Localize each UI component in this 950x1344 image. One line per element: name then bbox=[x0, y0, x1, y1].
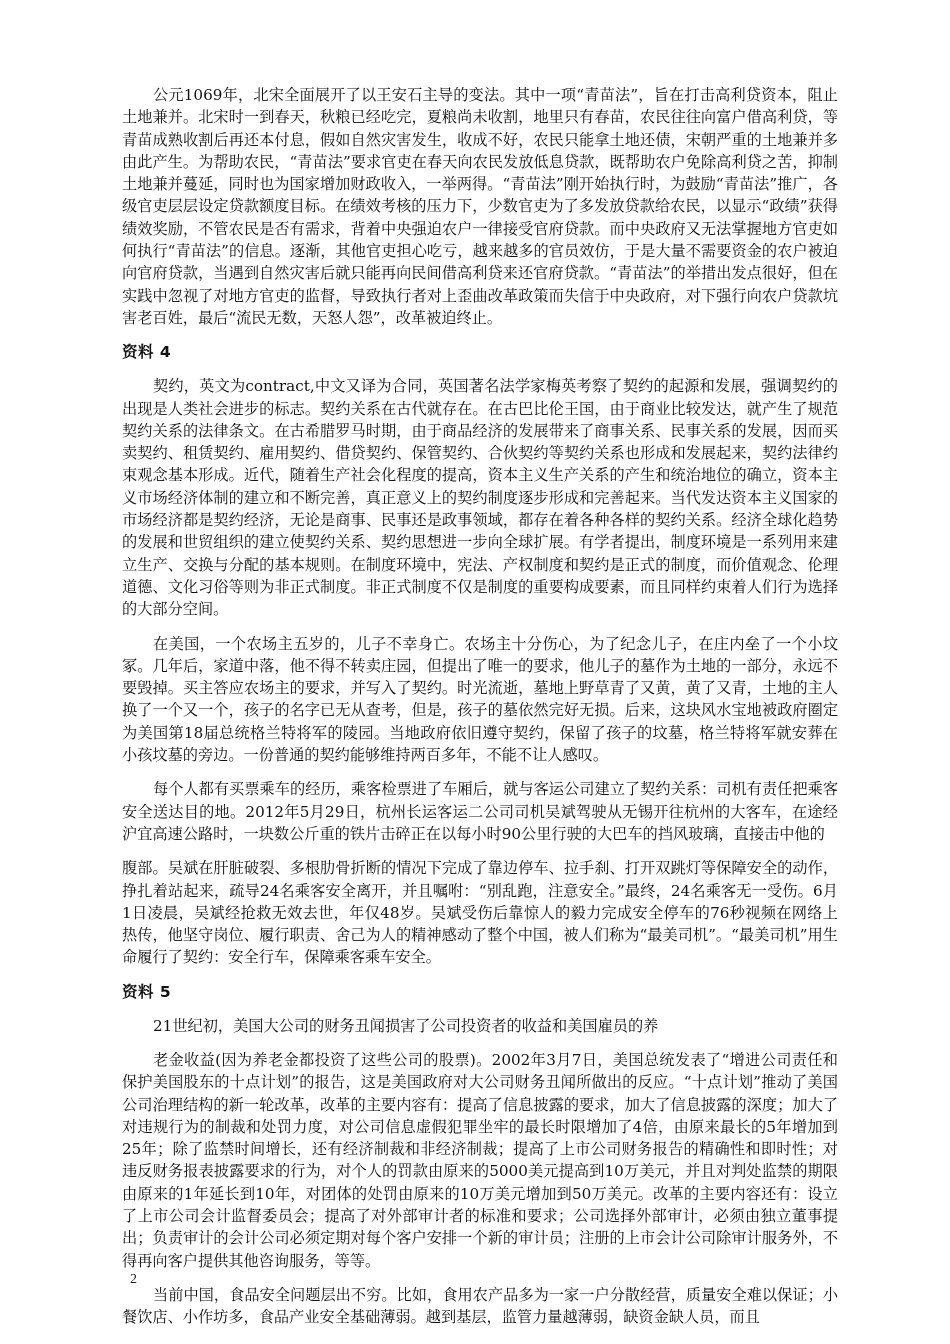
section-heading-material-4: 资料 4 bbox=[122, 343, 172, 362]
paragraph-qingmiao-law: 公元1069年，北宋全面展开了以王安石主导的变法。其中一项“青苗法”，旨在打击高利贷资本，阻止土地兼并。北宋时一到春天，秋粮已经吃完，夏粮尚未收割，地里只有春苗，农民往往向富户借高利贷，等青苗成熟收割后再还本付息，假如自然灾害发生，收成不好，农民只能拿土地还债，宋朝严重的土地兼并多由此产生。为帮助农民，“青苗法”要求官吏在春天向农民发放低息贷款，既帮助农户免除高利贷之苦，抑制土地兼并蔓延，同时也为国家增加财政收入，一举两得。“青苗法”刚开始执行时，为鼓励“青苗法”推广，各级官吏层层设定贷款额度目标。在绩效考核的压力下，少数官吏为了多发放贷款给农民，以显示“政绩”获得绩效奖励，不管农民是否有需求，背着中央强迫农户一律接受官府贷款。而中央政府又无法掌握地方官吏如何执行“青苗法”的信息。逐渐，其他官吏担心吃亏，越来越多的官员效仿，于是大量不需要资金的农户被迫向官府贷款，当遇到自然灾害后就只能再向民间借高利贷来还官府贷款。“青苗法”的举措出发点很好，但在实践中忽视了对地方官吏的监督，导致执行者对上歪曲改革政策而失信于中央政府，对下强行向农户贷款坑害老百姓，最后“流民无数，天怒人怨”，改革被迫终止。 bbox=[122, 86, 838, 327]
paragraph-ten-point-plan: 老金收益(因为养老金都投资了这些公司的股票)。2002年3月7日，美国总统发表了“增进公司责任和保护美国股东的十点计划”的报告，这是美国政府对大公司财务丑闻所做出的反应。“十点计划”推动了美国公司治理结构的新一轮改革，改革的主要内容有：提高了信息披露的要求，加大了信息披露的深度；加大了对违规行为的制裁和处罚力度，对公司信息虚假犯罪坐牢的最长时限增加了4倍，由原来最长的5年增加到25年；除了监禁时间增长，还有经济制裁和非经济制裁；提高了上市公司财务报告的精确性和即时性；对违反财务报表披露要求的行为，对个人的罚款由原来的5000美元提高到10万美元，并且对判处监禁的期限由原来的1年延长到10年，对团体的处罚由原来的10万美元增加到50万美元。改革的主要内容还有：设立了上市公司会计监督委员会；提高了对外部审计者的标准和要求；公司选择外部审计，必须由独立董事提出；负责审计的会计公司必须定期对每个客户安排一个新的审计员；注册的上市会计公司除审计服务外，不得再向客户提供其他咨询服务，等等。 bbox=[122, 1050, 838, 1270]
section-heading-material-5: 资料 5 bbox=[122, 982, 172, 1001]
paragraph-food-safety: 当前中国，食品安全问题层出不穷。比如，食用农产品多为一家一户分散经营，质量安全难以保证；小餐饮店、小作坊多，食品产业安全基础薄弱。越到基层，监管力量越薄弱，缺资金缺人员，而且 bbox=[122, 1285, 838, 1327]
paragraph-bus-driver-continued: 腹部。吴斌在肝脏破裂、多根肋骨折断的情况下完成了靠边停车、拉手刹、打开双跳灯等保障安全的动作，挣扎着站起来，疏导24名乘客安全离开，并且嘱咐：“别乱跑，注意安全。”最终，24名乘客无一受伤。6月1日凌晨，吴斌经抢救无效去世，年仅48岁。吴斌受伤后靠惊人的毅力完成安全停车的76秒视频在网络上热传，他坚守岗位、履行职责、舍己为人的精神感动了整个中国，被人们称为“最美司机”。“最美司机”用生命履行了契约：安全行车，保障乘客乘车安全。 bbox=[122, 859, 838, 967]
paragraph-farmer-story: 在美国，一个农场主五岁的，儿子不幸身亡。农场主十分伤心，为了纪念儿子，在庄内垒了一个小坟冢。几年后，家道中落，他不得不转卖庄园，但提出了唯一的要求，他儿子的墓作为土地的一部分，永远不要毁掉。买主答应农场主的要求，并写入了契约。时光流逝，墓地上野草青了又黄，黄了又青，土地的主人换了一个又一个，孩子的名字已无从查考，但是，孩子的墓依然完好无损。后来，这块风水宝地被政府圈定为美国第18届总统格兰特将军的陵园。当地政府依旧遵守契约，保留了孩子的坟墓，格兰特将军就安葬在小孩坟墓的旁边。一份普通的契约能够维持两百多年，不能不让人感叹。 bbox=[122, 634, 838, 765]
page-number: 2 bbox=[130, 1272, 137, 1287]
paragraph-us-scandal-intro: 21世纪初，美国大公司的财务丑闻损害了公司投资者的收益和美国雇员的养 bbox=[153, 1016, 659, 1035]
document-body bbox=[122, 84, 838, 1341]
paragraph-contract-history: 契约，英文为contract,中文又译为合同，英国著名法学家梅英考察了契约的起源和发展，强调契约的出现是人类社会进步的标志。契约关系在古代就存在。在古巴比伦王国，由于商业比较发达，就产生了规范契约关系的法律条文。在古希腊罗马时期，由于商品经济的发展带来了商事关系、民事关系的发展，因而买卖契约、租赁契约、雇用契约、借贷契约、保管契约、合伙契约等契约关系也形成和发展起来，契约法律约束观念基本形成。近代，随着生产社会化程度的提高，资本主义生产关系的产生和统治地位的确立，资本主义市场经济体制的建立和不断完善，真正意义上的契约制度逐步形成和完善起来。当代发达资本主义国家的市场经济都是契约经济，无论是商事、民事还是政事领域，都存在着各种各样的契约关系。经济全球化趋势的发展和世贸组织的建立使契约关系、契约思想进一步向全球扩展。有学者提出，制度环境是一系列用来建立生产、交换与分配的基本规则。在制度环境中，宪法、产权制度和契约是正式的制度，而价值观念、伦理道德、文化习俗等则为非正式制度。非正式制度不仅是制度的重要构成要素，而且同样约束着人们行为选择的大部分空间。 bbox=[122, 377, 838, 619]
paragraph-bus-driver: 每个人都有买票乘车的经历，乘客检票进了车厢后，就与客运公司建立了契约关系：司机有责任把乘客安全送达目的地。2012年5月29日，杭州长运客运二公司司机吴斌驾驶从无锡开往杭州的大客车，在途经沪宜高速公路时，一块数公斤重的铁片击碎正在以每小时90公里行驶的大巴车的挡风玻璃，直接击中他的 bbox=[122, 780, 838, 843]
